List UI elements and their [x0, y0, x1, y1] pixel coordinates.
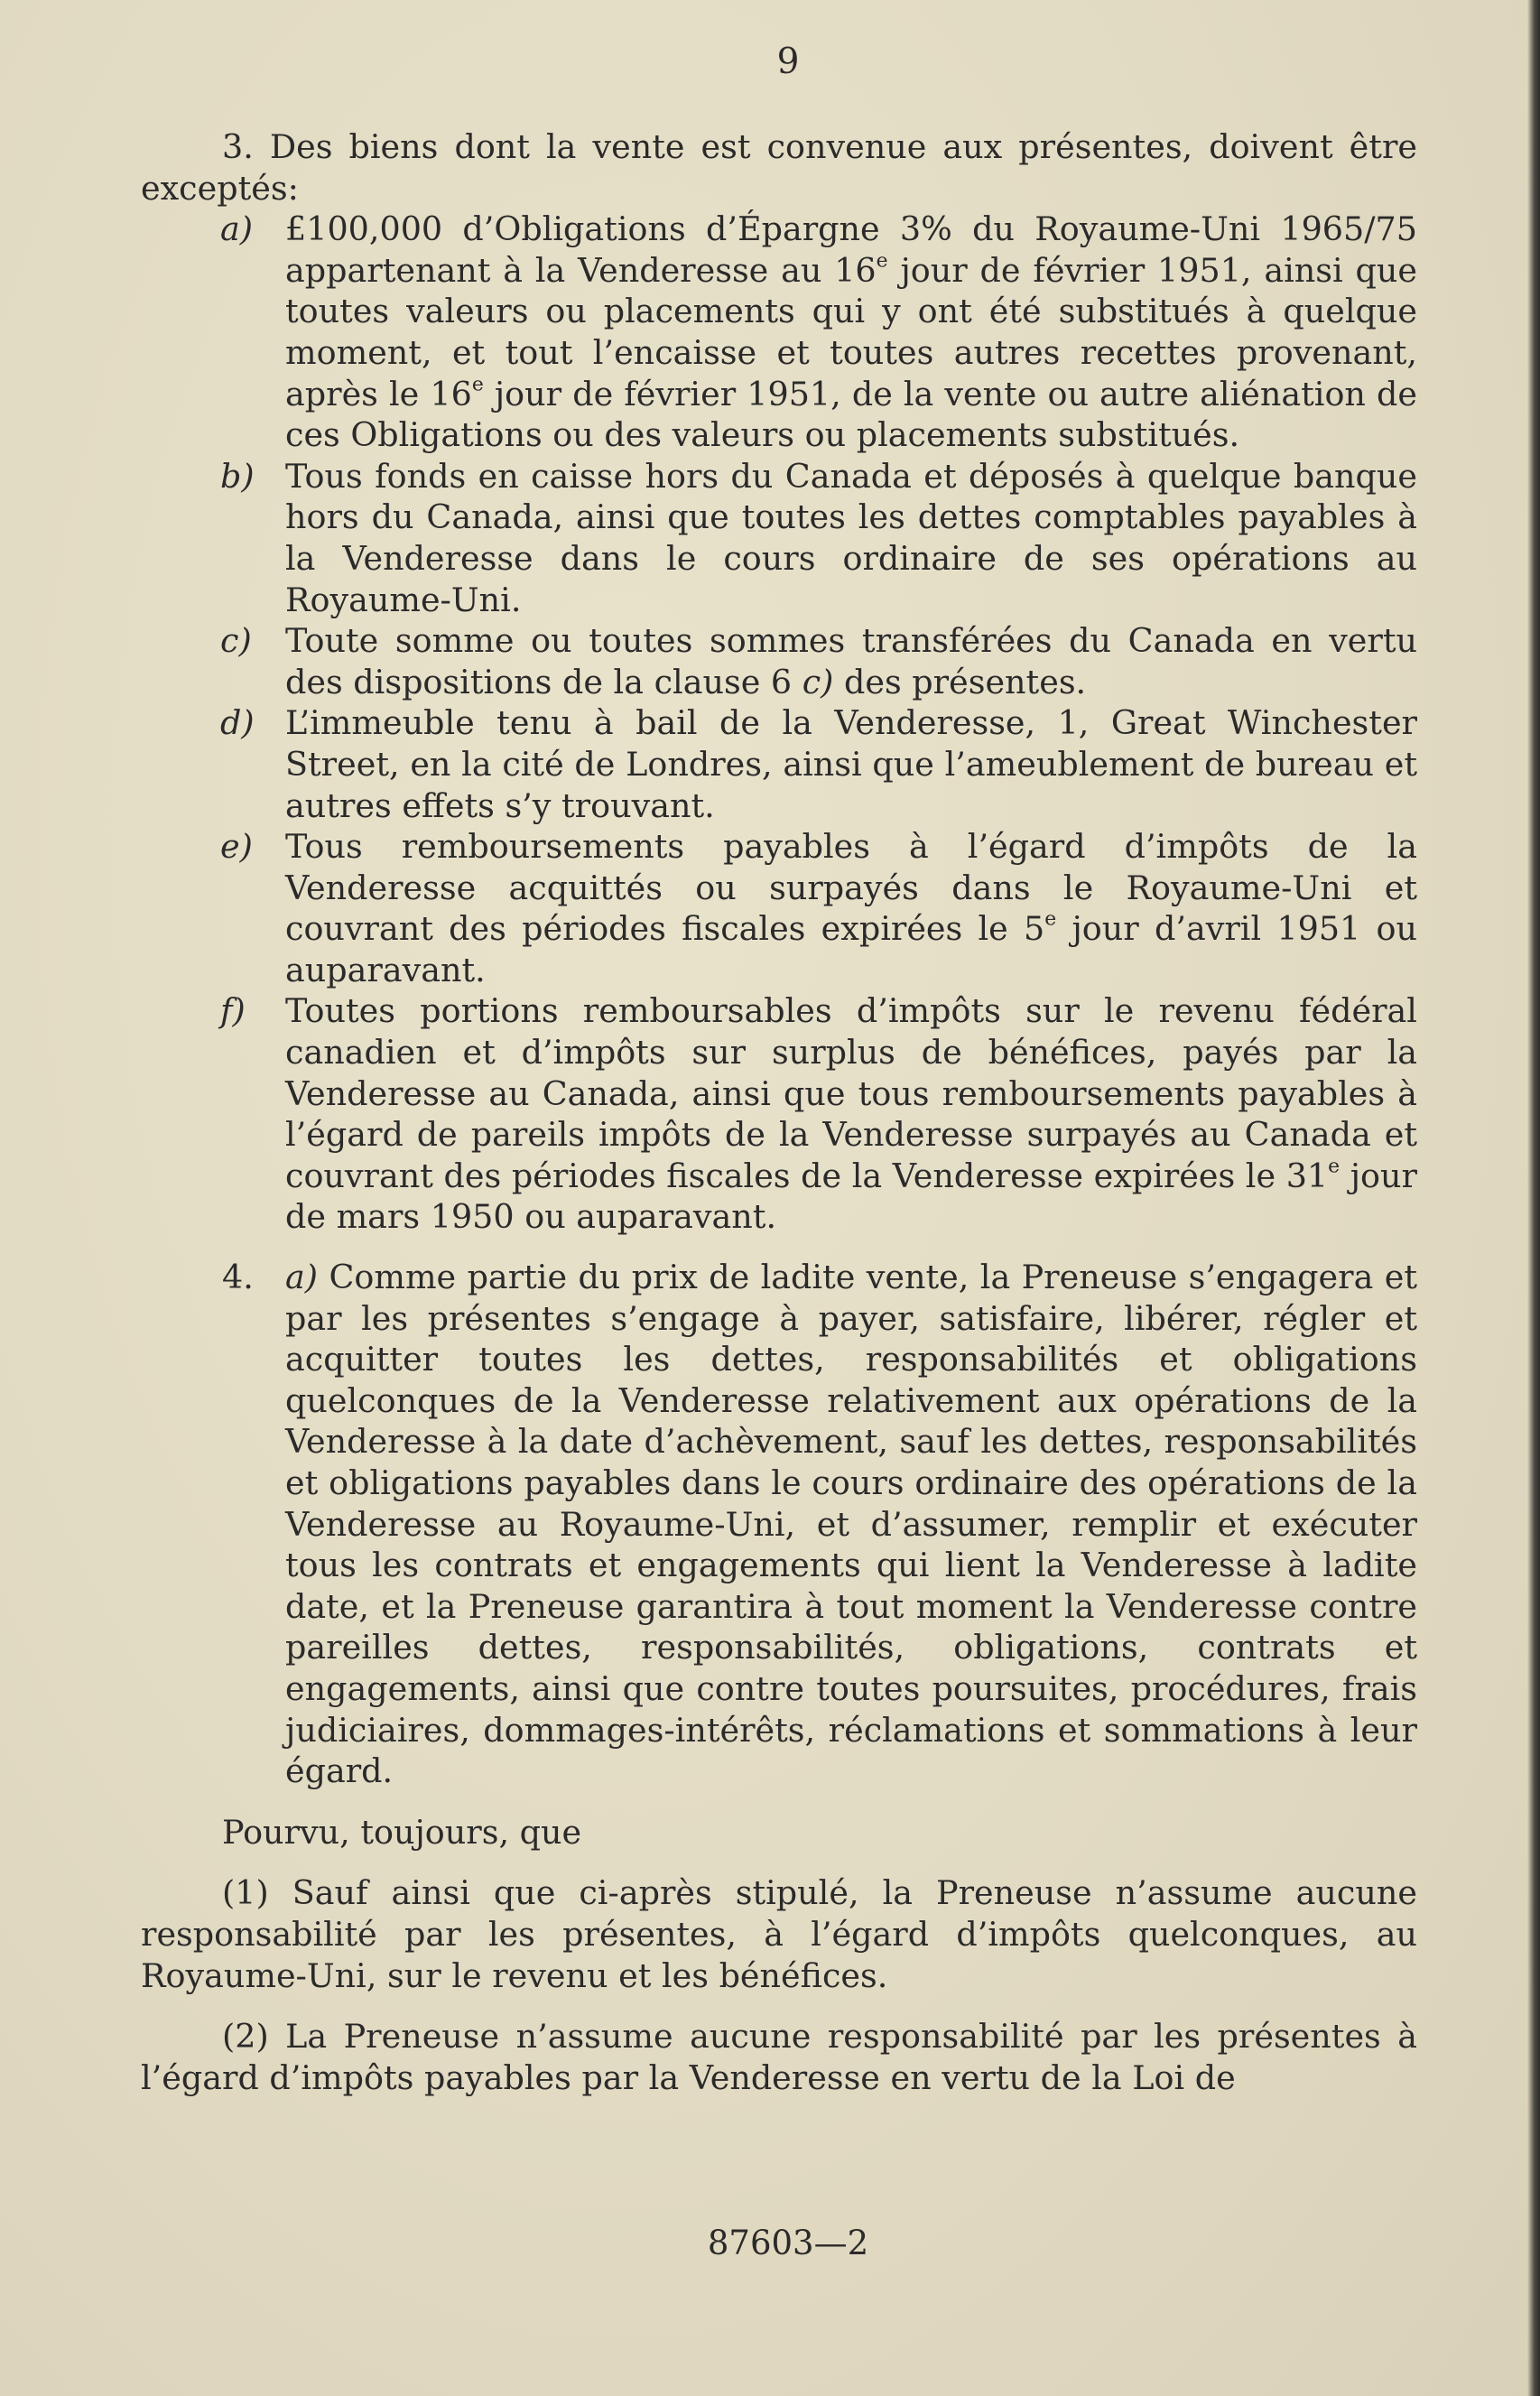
item-label: f): [220, 991, 246, 1031]
item-e: [141, 826, 1417, 990]
superscript: e: [876, 249, 888, 273]
item-text: jour de février 1951, ainsi que toutes valeurs ou placements qui y ont été substitués à quelque moment, et tout l’encaisse et toutes autres recettes provenant, après le 16: [285, 250, 1418, 413]
clause-reference: c): [802, 662, 834, 701]
superscript: e: [1328, 1155, 1341, 1178]
item-d: [141, 702, 1417, 826]
item-text: Toute somme ou toutes sommes transférées du Canada en vertu des dispositions de la clause 6: [285, 621, 1417, 701]
clause-2: (2) La Preneuse n’assume aucune responsabilité par les présentes à l’égard d’impôts payables par la Venderesse en vertu de la Loi de: [141, 2017, 1417, 2097]
page-edge-shadow: [1527, 0, 1540, 2396]
footer-code: 87603—2: [707, 2224, 869, 2262]
clause-1: (1) Sauf ainsi que ci-après stipulé, la Preneuse n’assume aucune responsabilité par les présentes, à l’égard d’impôts quelconques, au Royaume-Uni, sur le revenu et les bénéfices.: [141, 1873, 1417, 1995]
item-text: des présentes.: [833, 662, 1087, 701]
paragraph-text: Comme partie du prix de ladite vente, la Preneuse s’engagera et par les présentes s’engage à payer, satisfaire, libérer, régler et acquitter toutes les dettes, responsabilités et obligations quelconques de la Venderesse relativement aux opérations de la Venderesse à la date d’achèvement, sauf les dettes, responsabilités et obligations payables dans le cours ordinaire des opérations de la Venderesse au Royaume-Uni, et d’assumer, remplir et exécuter tous les contrats et engagements qui lient la Venderesse à ladite date, et la Preneuse garantira à tout moment la Venderesse contre pareilles dettes, responsabilités, obligations, contrats et engagements, ainsi que contre toutes poursuites, procédures, frais judiciaires, dommages-intérêts, réclamations et sommations à leur égard.: [285, 1258, 1418, 1791]
item-c: [141, 620, 1417, 702]
item-text: jour d’avril 1951 ou auparavant.: [285, 909, 1417, 989]
superscript: e: [471, 373, 484, 396]
item-text: Tous remboursements payables à l’égard d’impôts de la Venderesse acquittés ou surpayés dans le Royaume-Uni et couvrant des périodes fiscales expirées le 5: [285, 827, 1417, 949]
item-f: [141, 990, 1417, 1238]
item-label: a): [220, 209, 254, 249]
item-text: jour de mars 1950 ou auparavant.: [285, 1156, 1417, 1237]
item-label: b): [220, 456, 255, 496]
item-text: L’immeuble tenu à bail de la Venderesse, 1, Great Winchester Street, en la cité de Londres, ainsi que l’ameublement de bureau et autres effets s’y trouvant.: [285, 703, 1417, 825]
item-label: e): [220, 827, 253, 867]
item-a: [141, 209, 1417, 456]
paragraph-3-intro: 3. Des biens dont la vente est convenue aux présentes, doivent être exceptés:: [141, 127, 1417, 208]
item-text: £100,000 d’Obligations d’Épargne 3% du Royaume-Uni 1965/75 appartenant à la Venderesse au 16: [285, 209, 1417, 290]
page-content: [141, 126, 1417, 2098]
item-label: a): [285, 1258, 319, 1297]
item-text: Toutes portions remboursables d’impôts sur le revenu fédéral canadien et d’impôts sur surplus de bénéfices, payés par la Venderesse au Canada, ainsi que tous remboursements payables à l’égard de pareils impôts de la Venderesse surpayés au Canada et couvrant des périodes fiscales de la Venderesse expirées le 31: [285, 991, 1417, 1195]
item-label: d): [220, 703, 255, 743]
proviso-line: Pourvu, toujours, que: [222, 1812, 582, 1852]
paragraph-number: 4.: [222, 1258, 254, 1297]
superscript: e: [1044, 907, 1057, 931]
item-label: c): [220, 621, 252, 661]
paragraph-4a: [141, 1257, 1417, 1792]
page-number: 9: [776, 42, 800, 82]
item-text: Tous fonds en caisse hors du Canada et déposés à quelque banque hors du Canada, ainsi que toutes les dettes comptables payables à la Venderesse dans le cours ordinaire de ses opérations au Royaume-Uni.: [285, 456, 1417, 619]
item-b: [141, 456, 1417, 620]
item-text: jour de février 1951, de la vente ou autre aliénation de ces Obligations ou des valeurs ou placements substitués.: [285, 374, 1417, 455]
